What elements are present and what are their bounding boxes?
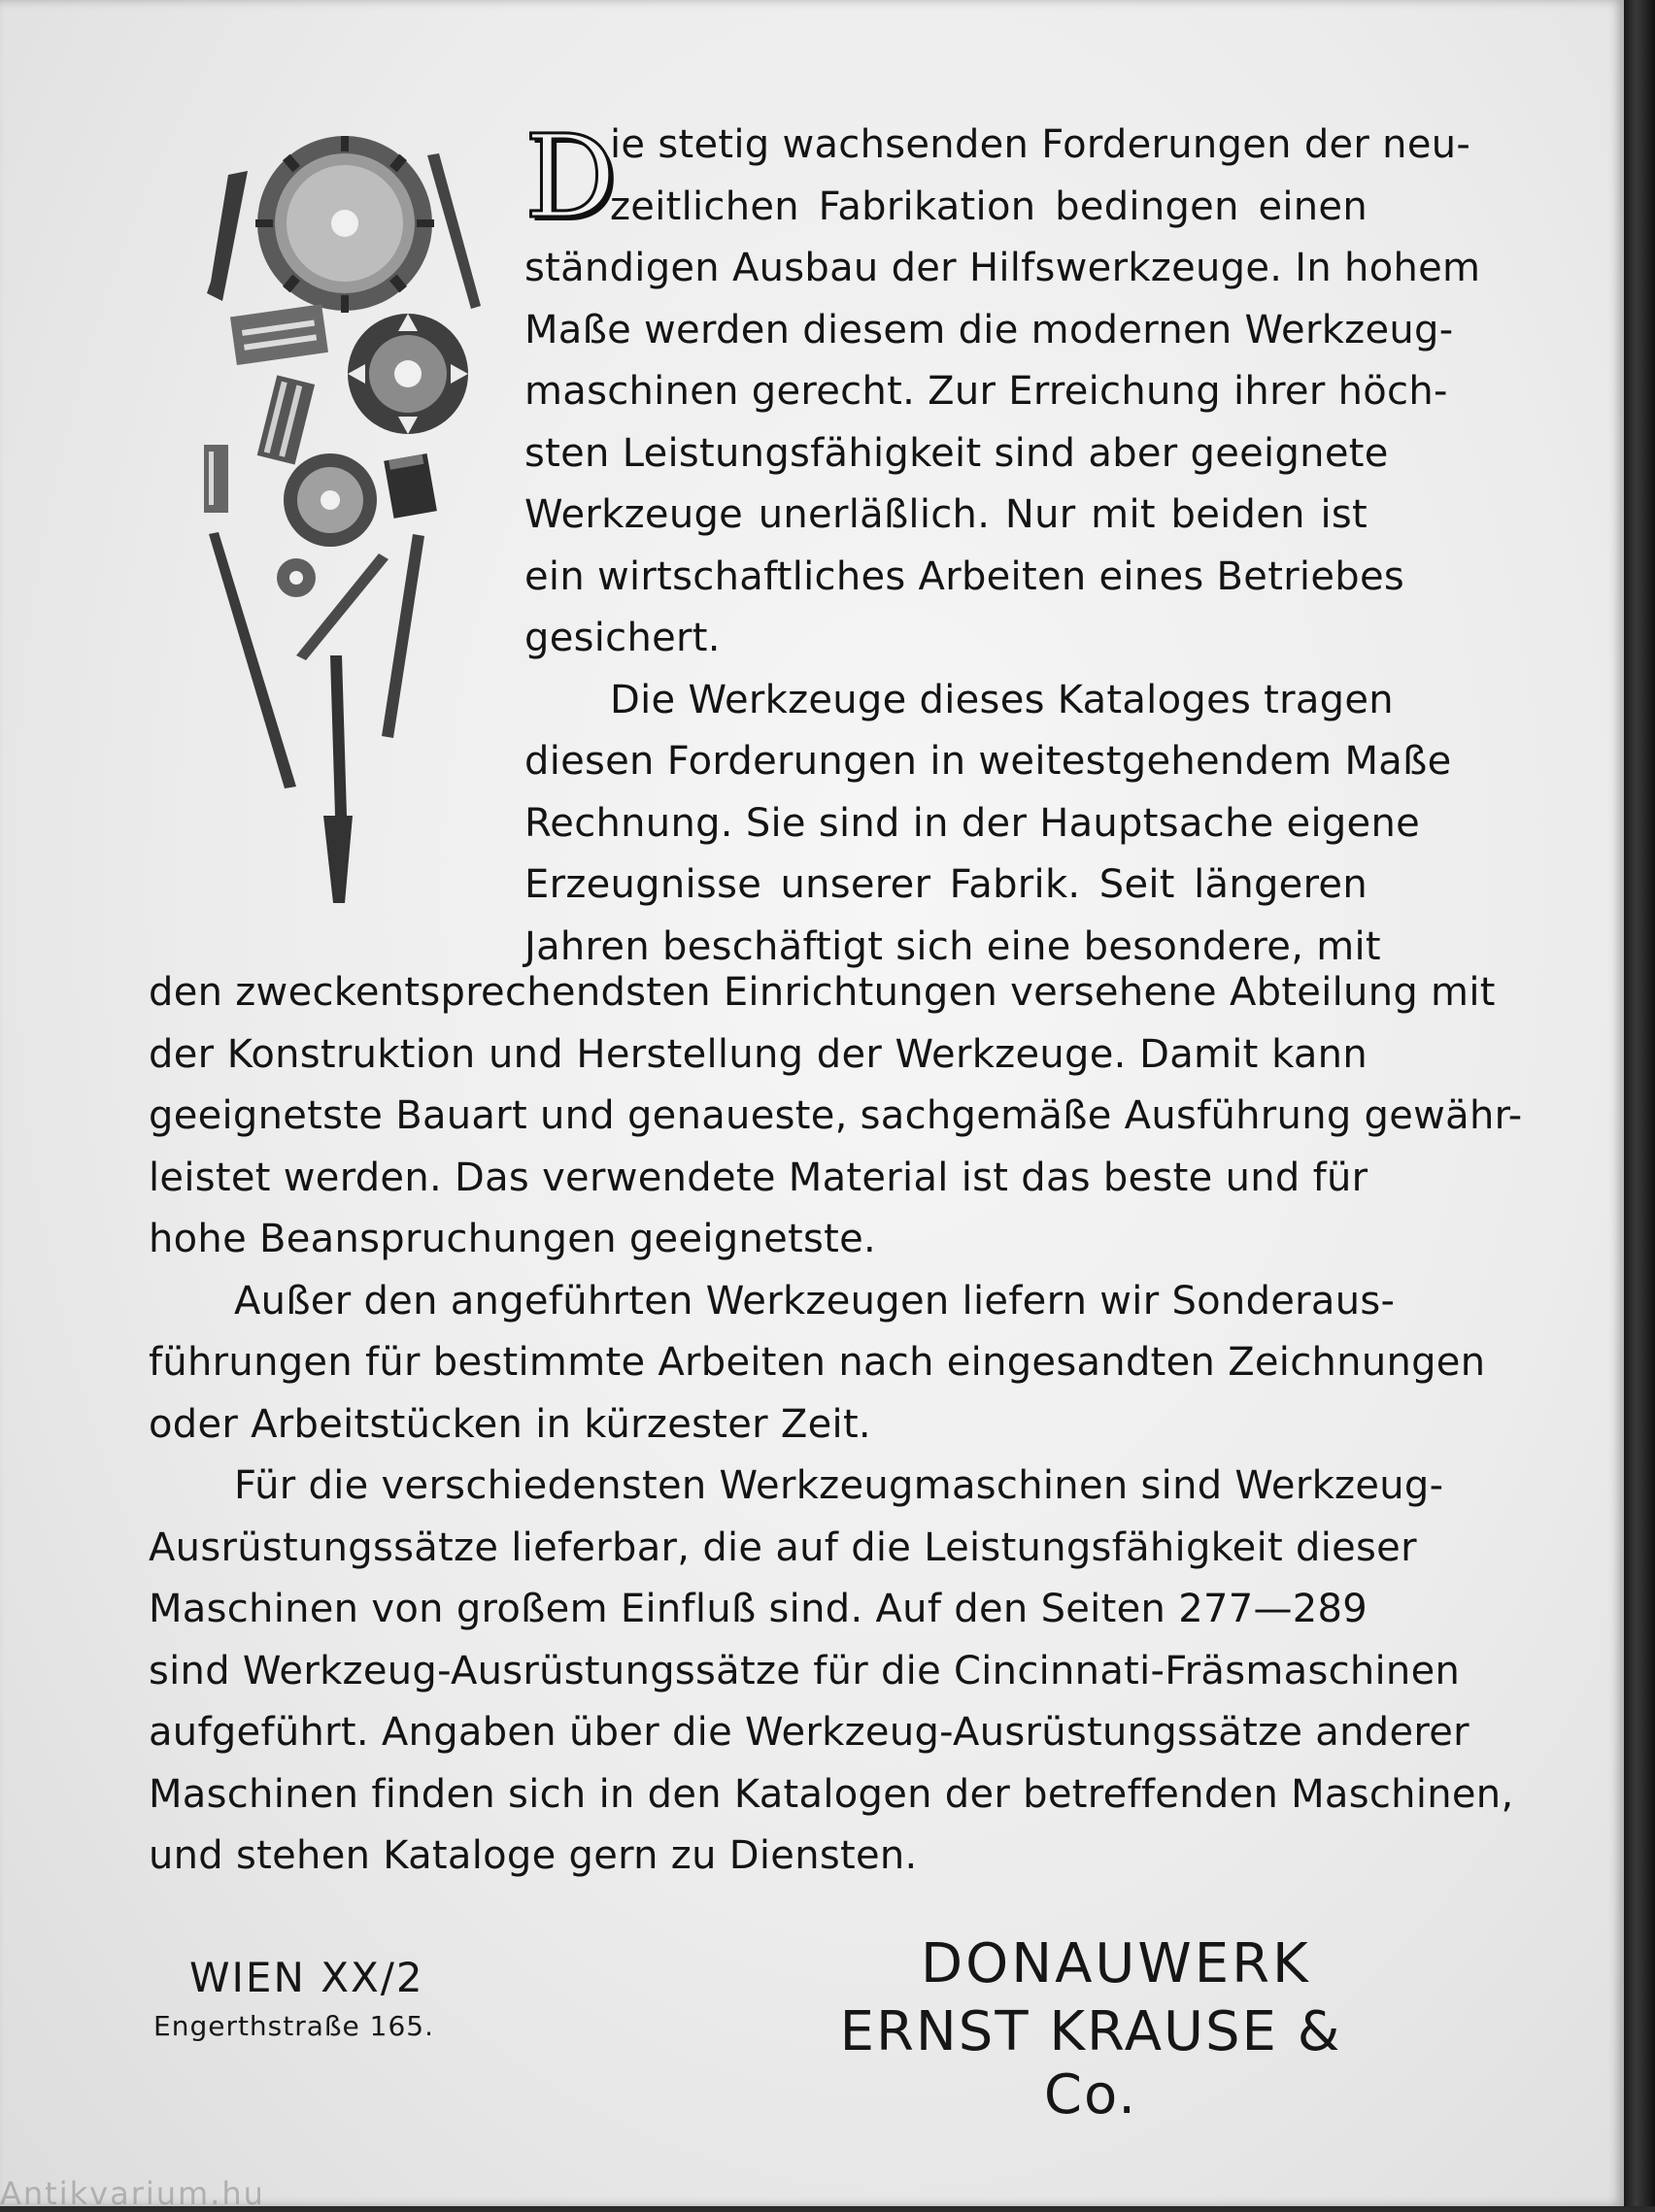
text-line: der Konstruktion und Herstellung der Werkzeuge. Damit kann <box>149 1031 1368 1077</box>
counterbore <box>323 655 353 903</box>
text-line: leistet werden. Das verwendete Material ist das beste und für <box>149 1155 1368 1200</box>
company-owner: ERNST KRAUSE & Co. <box>839 2000 1342 2127</box>
lathe-tool-bit <box>207 171 248 301</box>
end-mill <box>257 375 315 464</box>
thread-chaser <box>277 558 316 597</box>
text-line: und stehen Kataloge gern zu Diensten. <box>149 1833 918 1878</box>
text-line: Ausrüstungssätze lieferbar, die auf die Leistungsfähigkeit dieser <box>149 1525 1417 1570</box>
text-line: sind Werkzeug-Ausrüstungssätze für die Cincinnati-Fräsmaschinen <box>149 1648 1461 1693</box>
text-line: diesen Forderungen in weitestgehendem Maße <box>524 739 1452 784</box>
text-line: Jahren beschäftigt sich eine besondere, mit <box>524 923 1381 969</box>
street-address: Engerthstraße 165. <box>153 2010 435 2042</box>
side-milling-cutter <box>284 453 377 547</box>
text-line: ein wirtschaftliches Arbeiten eines Betriebes <box>524 553 1404 599</box>
slitting-saw <box>255 136 434 313</box>
company-name: DONAUWERK <box>921 1932 1311 1995</box>
text-line: den zweckentsprechendsten Einrichtungen versehene Abteilung mit <box>149 970 1496 1015</box>
intro-column <box>524 110 1481 978</box>
long-reamer <box>382 534 424 738</box>
body-column <box>149 962 1523 1888</box>
text-line: hohe Beanspruchungen geeignetste. <box>149 1217 877 1261</box>
text-line: Außer den angeführten Werkzeugen liefern wir Sonderaus- <box>234 1278 1396 1324</box>
tools-illustration <box>189 136 510 932</box>
gear-cutter <box>348 314 468 434</box>
tool-block <box>230 304 328 365</box>
text-line: Die Werkzeuge dieses Kataloges tragen <box>610 677 1394 722</box>
text-line: Maschinen von großem Einfluß sind. Auf den Seiten 277—289 <box>149 1587 1368 1631</box>
text-line: Maße werden diesem die modernen Werkzeug- <box>524 307 1454 352</box>
text-line: aufgeführt. Angaben über die Werkzeug-Ausrüstungssätze anderer <box>149 1710 1469 1755</box>
text-line: Für die verschiedensten Werkzeugmaschinen sind Werkzeug- <box>234 1463 1444 1508</box>
text-line: führungen für bestimmte Arbeiten nach eingesandten Zeichnungen <box>149 1340 1486 1385</box>
text-line: sten Leistungsfähigkeit sind aber geeignete <box>524 430 1389 476</box>
sleeve <box>384 453 437 519</box>
book-spine-edge <box>1624 0 1655 2206</box>
small-block <box>204 445 228 513</box>
text-line: geeignetste Bauart und genaueste, sachgemäße Ausführung gewähr- <box>149 1093 1523 1138</box>
text-line: Werkzeuge unerläßlich. Nur mit beiden ist <box>524 492 1368 537</box>
text-line: zeitlichen Fabrikation bedingen einen <box>610 184 1368 229</box>
text-line: Maschinen finden sich in den Katalogen der betreffenden Maschinen, <box>149 1771 1514 1817</box>
text-line: oder Arbeitstücken in kürzester Zeit. <box>149 1401 871 1447</box>
reamer <box>427 153 481 309</box>
city-address: WIEN XX/2 <box>189 1954 424 2001</box>
drop-cap-initial: D <box>524 110 617 244</box>
text-line: gesichert. <box>524 616 721 660</box>
watermark: Antikvarium.hu <box>0 2175 265 2212</box>
text-line: maschinen gerecht. Zur Erreichung ihrer höch- <box>524 369 1448 414</box>
text-line: ie stetig wachsenden Forderungen der neu- <box>610 122 1471 167</box>
text-line: Erzeugnisse unserer Fabrik. Seit längeren <box>524 862 1368 907</box>
text-line: ständigen Ausbau der Hilfswerkzeuge. In hohem <box>524 246 1481 290</box>
text-line: Rechnung. Sie sind in der Hauptsache eigene <box>524 800 1421 846</box>
